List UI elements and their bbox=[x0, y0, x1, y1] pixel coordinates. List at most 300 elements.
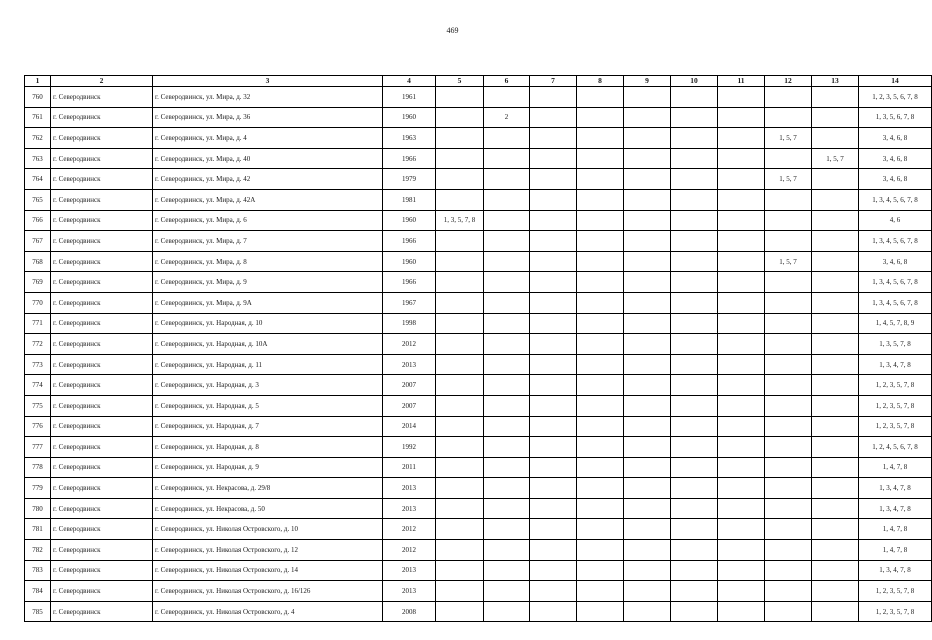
column-7-cell bbox=[530, 210, 577, 231]
column-9-cell bbox=[624, 601, 671, 622]
column-12-cell: 1, 5, 7 bbox=[765, 251, 812, 272]
column-8-cell bbox=[577, 478, 624, 499]
column-10-cell bbox=[671, 251, 718, 272]
column-11-cell bbox=[718, 498, 765, 519]
year: 2012 bbox=[383, 519, 436, 540]
address: г. Северодвинск, ул. Народная, д. 10А bbox=[153, 334, 383, 355]
column-8-cell bbox=[577, 292, 624, 313]
column-5-cell bbox=[436, 128, 484, 149]
column-10-cell bbox=[671, 169, 718, 190]
table-row bbox=[25, 519, 932, 540]
row-number: 782 bbox=[25, 540, 51, 561]
settlement: г. Северодвинск bbox=[51, 560, 153, 581]
table-row bbox=[25, 478, 932, 499]
column-10-cell bbox=[671, 210, 718, 231]
column-14-cell: 3, 4, 6, 8 bbox=[859, 148, 932, 169]
column-10-cell bbox=[671, 395, 718, 416]
year: 1966 bbox=[383, 231, 436, 252]
column-8-cell bbox=[577, 581, 624, 602]
column-13-cell bbox=[812, 560, 859, 581]
column-8-cell bbox=[577, 601, 624, 622]
column-7-cell bbox=[530, 457, 577, 478]
table-row bbox=[25, 437, 932, 458]
row-number: 781 bbox=[25, 519, 51, 540]
row-number: 761 bbox=[25, 107, 51, 128]
column-11-cell bbox=[718, 416, 765, 437]
column-header-9: 9 bbox=[624, 76, 671, 87]
column-9-cell bbox=[624, 272, 671, 293]
column-8-cell bbox=[577, 354, 624, 375]
column-8-cell bbox=[577, 457, 624, 478]
column-8-cell bbox=[577, 251, 624, 272]
column-12-cell bbox=[765, 292, 812, 313]
column-12-cell: 1, 5, 7 bbox=[765, 128, 812, 149]
table-row bbox=[25, 457, 932, 478]
column-7-cell bbox=[530, 519, 577, 540]
settlement: г. Северодвинск bbox=[51, 210, 153, 231]
page-number: 469 bbox=[446, 26, 459, 35]
table-row bbox=[25, 540, 932, 561]
address: г. Северодвинск, ул. Мира, д. 8 bbox=[153, 251, 383, 272]
year: 1979 bbox=[383, 169, 436, 190]
table-row bbox=[25, 560, 932, 581]
column-7-cell bbox=[530, 251, 577, 272]
column-14-cell: 1, 3, 4, 7, 8 bbox=[859, 560, 932, 581]
column-14-cell: 1, 3, 5, 6, 7, 8 bbox=[859, 107, 932, 128]
address: г. Северодвинск, ул. Мира, д. 40 bbox=[153, 148, 383, 169]
column-5-cell bbox=[436, 231, 484, 252]
column-12-cell bbox=[765, 375, 812, 396]
year: 2007 bbox=[383, 375, 436, 396]
column-6-cell bbox=[484, 354, 530, 375]
column-14-cell: 1, 3, 4, 5, 6, 7, 8 bbox=[859, 189, 932, 210]
column-13-cell bbox=[812, 581, 859, 602]
column-9-cell bbox=[624, 107, 671, 128]
column-11-cell bbox=[718, 148, 765, 169]
column-8-cell bbox=[577, 498, 624, 519]
column-6-cell: 2 bbox=[484, 107, 530, 128]
column-14-cell: 1, 4, 5, 7, 8, 9 bbox=[859, 313, 932, 334]
column-14-cell: 1, 3, 4, 7, 8 bbox=[859, 478, 932, 499]
settlement: г. Северодвинск bbox=[51, 581, 153, 602]
column-12-cell bbox=[765, 519, 812, 540]
table-row bbox=[25, 292, 932, 313]
column-8-cell bbox=[577, 231, 624, 252]
address: г. Северодвинск, ул. Николая Островского, д. 10 bbox=[153, 519, 383, 540]
column-8-cell bbox=[577, 189, 624, 210]
column-11-cell bbox=[718, 210, 765, 231]
row-number: 776 bbox=[25, 416, 51, 437]
row-number: 769 bbox=[25, 272, 51, 293]
column-12-cell bbox=[765, 560, 812, 581]
table-row bbox=[25, 87, 932, 108]
column-header-3: 3 bbox=[153, 76, 383, 87]
column-10-cell bbox=[671, 313, 718, 334]
row-number: 767 bbox=[25, 231, 51, 252]
column-14-cell: 1, 2, 4, 5, 6, 7, 8 bbox=[859, 437, 932, 458]
column-11-cell bbox=[718, 395, 765, 416]
address: г. Северодвинск, ул. Народная, д. 3 bbox=[153, 375, 383, 396]
column-14-cell: 3, 4, 6, 8 bbox=[859, 251, 932, 272]
column-10-cell bbox=[671, 498, 718, 519]
settlement: г. Северодвинск bbox=[51, 416, 153, 437]
column-9-cell bbox=[624, 375, 671, 396]
column-13-cell bbox=[812, 437, 859, 458]
column-10-cell bbox=[671, 87, 718, 108]
column-6-cell bbox=[484, 313, 530, 334]
address: г. Северодвинск, ул. Некрасова, д. 29/8 bbox=[153, 478, 383, 499]
address: г. Северодвинск, ул. Народная, д. 9 bbox=[153, 457, 383, 478]
column-14-cell: 1, 2, 3, 5, 7, 8 bbox=[859, 601, 932, 622]
column-14-cell: 1, 2, 3, 5, 7, 8 bbox=[859, 416, 932, 437]
settlement: г. Северодвинск bbox=[51, 87, 153, 108]
column-10-cell bbox=[671, 478, 718, 499]
address: г. Северодвинск, ул. Николая Островского, д. 4 bbox=[153, 601, 383, 622]
column-8-cell bbox=[577, 416, 624, 437]
column-13-cell bbox=[812, 395, 859, 416]
column-13-cell bbox=[812, 87, 859, 108]
column-9-cell bbox=[624, 395, 671, 416]
address: г. Северодвинск, ул. Народная, д. 7 bbox=[153, 416, 383, 437]
column-9-cell bbox=[624, 251, 671, 272]
column-13-cell bbox=[812, 519, 859, 540]
column-12-cell bbox=[765, 395, 812, 416]
table-row bbox=[25, 416, 932, 437]
column-9-cell bbox=[624, 457, 671, 478]
settlement: г. Северодвинск bbox=[51, 601, 153, 622]
table-row bbox=[25, 354, 932, 375]
column-5-cell bbox=[436, 169, 484, 190]
column-14-cell: 1, 3, 4, 5, 6, 7, 8 bbox=[859, 292, 932, 313]
table-row bbox=[25, 128, 932, 149]
year: 1966 bbox=[383, 148, 436, 169]
column-14-cell: 1, 3, 4, 7, 8 bbox=[859, 354, 932, 375]
column-9-cell bbox=[624, 416, 671, 437]
column-10-cell bbox=[671, 148, 718, 169]
row-number: 779 bbox=[25, 478, 51, 499]
column-11-cell bbox=[718, 272, 765, 293]
column-11-cell bbox=[718, 601, 765, 622]
column-6-cell bbox=[484, 375, 530, 396]
column-5-cell bbox=[436, 87, 484, 108]
column-12-cell bbox=[765, 437, 812, 458]
column-12-cell bbox=[765, 457, 812, 478]
year: 2013 bbox=[383, 498, 436, 519]
column-13-cell bbox=[812, 354, 859, 375]
table-row bbox=[25, 251, 932, 272]
column-13-cell bbox=[812, 272, 859, 293]
column-12-cell bbox=[765, 87, 812, 108]
table-row bbox=[25, 210, 932, 231]
column-6-cell bbox=[484, 148, 530, 169]
column-12-cell bbox=[765, 478, 812, 499]
column-7-cell bbox=[530, 107, 577, 128]
column-5-cell bbox=[436, 560, 484, 581]
column-14-cell: 1, 2, 3, 5, 7, 8 bbox=[859, 581, 932, 602]
column-9-cell bbox=[624, 87, 671, 108]
year: 2012 bbox=[383, 334, 436, 355]
column-13-cell bbox=[812, 169, 859, 190]
column-8-cell bbox=[577, 334, 624, 355]
column-13-cell bbox=[812, 210, 859, 231]
column-9-cell bbox=[624, 313, 671, 334]
column-5-cell bbox=[436, 540, 484, 561]
column-9-cell bbox=[624, 189, 671, 210]
column-5-cell: 1, 3, 5, 7, 8 bbox=[436, 210, 484, 231]
column-12-cell bbox=[765, 601, 812, 622]
column-13-cell bbox=[812, 457, 859, 478]
column-header-10: 10 bbox=[671, 76, 718, 87]
column-6-cell bbox=[484, 272, 530, 293]
column-6-cell bbox=[484, 189, 530, 210]
row-number: 773 bbox=[25, 354, 51, 375]
settlement: г. Северодвинск bbox=[51, 478, 153, 499]
year: 1960 bbox=[383, 251, 436, 272]
column-8-cell bbox=[577, 519, 624, 540]
column-10-cell bbox=[671, 581, 718, 602]
column-13-cell bbox=[812, 478, 859, 499]
column-11-cell bbox=[718, 581, 765, 602]
column-12-cell bbox=[765, 354, 812, 375]
column-10-cell bbox=[671, 231, 718, 252]
column-13-cell bbox=[812, 107, 859, 128]
column-12-cell bbox=[765, 148, 812, 169]
row-number: 766 bbox=[25, 210, 51, 231]
address: г. Северодвинск, ул. Мира, д. 36 bbox=[153, 107, 383, 128]
column-11-cell bbox=[718, 540, 765, 561]
settlement: г. Северодвинск bbox=[51, 540, 153, 561]
table-row bbox=[25, 272, 932, 293]
column-14-cell: 1, 2, 3, 5, 7, 8 bbox=[859, 375, 932, 396]
column-6-cell bbox=[484, 87, 530, 108]
column-7-cell bbox=[530, 581, 577, 602]
settlement: г. Северодвинск bbox=[51, 457, 153, 478]
column-7-cell bbox=[530, 169, 577, 190]
column-12-cell bbox=[765, 189, 812, 210]
column-header-5: 5 bbox=[436, 76, 484, 87]
column-6-cell bbox=[484, 560, 530, 581]
column-13-cell bbox=[812, 292, 859, 313]
column-13-cell bbox=[812, 128, 859, 149]
column-11-cell bbox=[718, 478, 765, 499]
column-14-cell: 4, 6 bbox=[859, 210, 932, 231]
column-6-cell bbox=[484, 210, 530, 231]
settlement: г. Северодвинск bbox=[51, 437, 153, 458]
column-10-cell bbox=[671, 334, 718, 355]
column-header-8: 8 bbox=[577, 76, 624, 87]
column-7-cell bbox=[530, 292, 577, 313]
header-row bbox=[25, 76, 932, 87]
column-13-cell bbox=[812, 313, 859, 334]
column-7-cell bbox=[530, 560, 577, 581]
year: 1967 bbox=[383, 292, 436, 313]
year: 1992 bbox=[383, 437, 436, 458]
column-13-cell bbox=[812, 540, 859, 561]
column-6-cell bbox=[484, 519, 530, 540]
column-7-cell bbox=[530, 601, 577, 622]
column-7-cell bbox=[530, 540, 577, 561]
settlement: г. Северодвинск bbox=[51, 272, 153, 293]
column-12-cell bbox=[765, 416, 812, 437]
column-7-cell bbox=[530, 148, 577, 169]
column-11-cell bbox=[718, 519, 765, 540]
column-14-cell: 1, 3, 4, 5, 6, 7, 8 bbox=[859, 272, 932, 293]
column-11-cell bbox=[718, 128, 765, 149]
column-8-cell bbox=[577, 395, 624, 416]
column-header-4: 4 bbox=[383, 76, 436, 87]
column-6-cell bbox=[484, 478, 530, 499]
column-12-cell bbox=[765, 272, 812, 293]
column-header-12: 12 bbox=[765, 76, 812, 87]
column-5-cell bbox=[436, 354, 484, 375]
column-14-cell: 1, 2, 3, 5, 6, 7, 8 bbox=[859, 87, 932, 108]
column-9-cell bbox=[624, 519, 671, 540]
table-row bbox=[25, 107, 932, 128]
column-5-cell bbox=[436, 272, 484, 293]
address: г. Северодвинск, ул. Николая Островского, д. 14 bbox=[153, 560, 383, 581]
address: г. Северодвинск, ул. Народная, д. 10 bbox=[153, 313, 383, 334]
column-13-cell bbox=[812, 416, 859, 437]
row-number: 764 bbox=[25, 169, 51, 190]
column-14-cell: 1, 3, 4, 5, 6, 7, 8 bbox=[859, 231, 932, 252]
column-5-cell bbox=[436, 478, 484, 499]
column-12-cell bbox=[765, 231, 812, 252]
column-6-cell bbox=[484, 169, 530, 190]
column-13-cell bbox=[812, 498, 859, 519]
column-8-cell bbox=[577, 210, 624, 231]
table-row bbox=[25, 169, 932, 190]
column-11-cell bbox=[718, 169, 765, 190]
column-5-cell bbox=[436, 292, 484, 313]
column-12-cell bbox=[765, 334, 812, 355]
column-7-cell bbox=[530, 498, 577, 519]
column-5-cell bbox=[436, 375, 484, 396]
address: г. Северодвинск, ул. Николая Островского, д. 12 bbox=[153, 540, 383, 561]
column-9-cell bbox=[624, 210, 671, 231]
address: г. Северодвинск, ул. Мира, д. 42А bbox=[153, 189, 383, 210]
column-13-cell bbox=[812, 375, 859, 396]
table-row bbox=[25, 334, 932, 355]
column-7-cell bbox=[530, 395, 577, 416]
column-8-cell bbox=[577, 560, 624, 581]
column-13-cell bbox=[812, 601, 859, 622]
column-7-cell bbox=[530, 354, 577, 375]
settlement: г. Северодвинск bbox=[51, 189, 153, 210]
column-9-cell bbox=[624, 231, 671, 252]
address: г. Северодвинск, ул. Мира, д. 4 bbox=[153, 128, 383, 149]
row-number: 763 bbox=[25, 148, 51, 169]
column-13-cell bbox=[812, 334, 859, 355]
address: г. Северодвинск, ул. Мира, д. 9А bbox=[153, 292, 383, 313]
column-13-cell bbox=[812, 251, 859, 272]
column-8-cell bbox=[577, 128, 624, 149]
column-10-cell bbox=[671, 560, 718, 581]
settlement: г. Северодвинск bbox=[51, 395, 153, 416]
column-6-cell bbox=[484, 292, 530, 313]
column-12-cell bbox=[765, 210, 812, 231]
row-number: 784 bbox=[25, 581, 51, 602]
year: 1963 bbox=[383, 128, 436, 149]
table-row bbox=[25, 395, 932, 416]
column-11-cell bbox=[718, 107, 765, 128]
column-6-cell bbox=[484, 395, 530, 416]
row-number: 785 bbox=[25, 601, 51, 622]
year: 2014 bbox=[383, 416, 436, 437]
column-header-13: 13 bbox=[812, 76, 859, 87]
column-14-cell: 3, 4, 6, 8 bbox=[859, 169, 932, 190]
column-6-cell bbox=[484, 128, 530, 149]
table-row bbox=[25, 498, 932, 519]
column-7-cell bbox=[530, 231, 577, 252]
column-9-cell bbox=[624, 354, 671, 375]
row-number: 765 bbox=[25, 189, 51, 210]
year: 1981 bbox=[383, 189, 436, 210]
row-number: 772 bbox=[25, 334, 51, 355]
year: 2013 bbox=[383, 560, 436, 581]
column-11-cell bbox=[718, 313, 765, 334]
column-14-cell: 1, 3, 4, 7, 8 bbox=[859, 498, 932, 519]
column-7-cell bbox=[530, 189, 577, 210]
year: 1960 bbox=[383, 107, 436, 128]
column-header-6: 6 bbox=[484, 76, 530, 87]
column-7-cell bbox=[530, 334, 577, 355]
column-9-cell bbox=[624, 560, 671, 581]
column-6-cell bbox=[484, 231, 530, 252]
column-7-cell bbox=[530, 272, 577, 293]
year: 2013 bbox=[383, 354, 436, 375]
settlement: г. Северодвинск bbox=[51, 334, 153, 355]
column-8-cell bbox=[577, 87, 624, 108]
column-5-cell bbox=[436, 457, 484, 478]
column-5-cell bbox=[436, 601, 484, 622]
table-header bbox=[25, 76, 932, 87]
column-header-7: 7 bbox=[530, 76, 577, 87]
column-11-cell bbox=[718, 354, 765, 375]
table-row bbox=[25, 375, 932, 396]
settlement: г. Северодвинск bbox=[51, 354, 153, 375]
column-header-1: 1 bbox=[25, 76, 51, 87]
column-11-cell bbox=[718, 231, 765, 252]
settlement: г. Северодвинск bbox=[51, 519, 153, 540]
column-header-14: 14 bbox=[859, 76, 932, 87]
column-9-cell bbox=[624, 498, 671, 519]
year: 1960 bbox=[383, 210, 436, 231]
address: г. Северодвинск, ул. Мира, д. 9 bbox=[153, 272, 383, 293]
row-number: 777 bbox=[25, 437, 51, 458]
column-10-cell bbox=[671, 128, 718, 149]
column-7-cell bbox=[530, 87, 577, 108]
column-9-cell bbox=[624, 540, 671, 561]
settlement: г. Северодвинск bbox=[51, 251, 153, 272]
column-13-cell: 1, 5, 7 bbox=[812, 148, 859, 169]
row-number: 768 bbox=[25, 251, 51, 272]
year: 2011 bbox=[383, 457, 436, 478]
column-10-cell bbox=[671, 375, 718, 396]
settlement: г. Северодвинск bbox=[51, 292, 153, 313]
settlement: г. Северодвинск bbox=[51, 107, 153, 128]
settlement: г. Северодвинск bbox=[51, 313, 153, 334]
column-6-cell bbox=[484, 416, 530, 437]
column-header-2: 2 bbox=[51, 76, 153, 87]
table-row bbox=[25, 313, 932, 334]
column-7-cell bbox=[530, 416, 577, 437]
column-7-cell bbox=[530, 437, 577, 458]
column-5-cell bbox=[436, 519, 484, 540]
column-10-cell bbox=[671, 457, 718, 478]
column-14-cell: 3, 4, 6, 8 bbox=[859, 128, 932, 149]
column-7-cell bbox=[530, 375, 577, 396]
settlement: г. Северодвинск bbox=[51, 169, 153, 190]
